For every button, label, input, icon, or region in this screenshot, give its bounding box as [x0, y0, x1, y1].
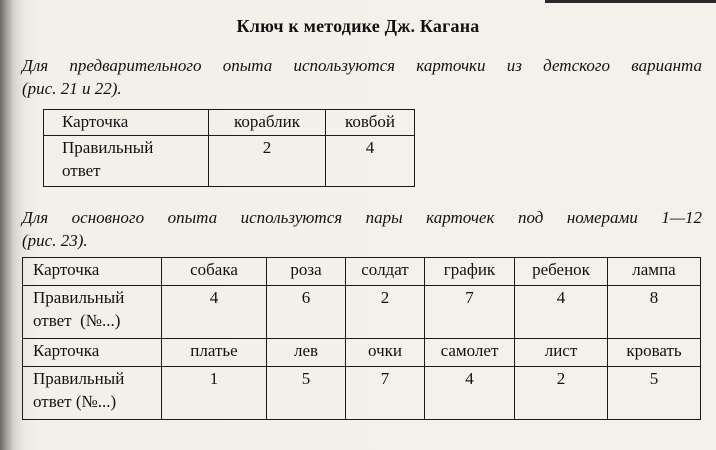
- main-line-2: (рис. 23).: [22, 231, 88, 250]
- table2-answer: 8: [608, 286, 701, 339]
- intro-paragraph: [22, 54, 702, 100]
- table2-answer-label-2: [23, 367, 162, 420]
- table2-answer: 1: [162, 367, 267, 420]
- table2-answer-label: [23, 286, 162, 339]
- table2-card: самолет: [425, 339, 515, 367]
- table2-answer-label-2-line-2: ответ (№...): [33, 392, 117, 411]
- page-title: Ключ к методике Дж. Кагана: [236, 16, 480, 36]
- table-row: [23, 258, 701, 286]
- table2-card: кровать: [608, 339, 701, 367]
- running-header-rule: [545, 0, 716, 3]
- table2-answer: 4: [162, 286, 267, 339]
- table2-answer: 7: [425, 286, 515, 339]
- table1-card-1: кораблик: [209, 110, 326, 136]
- table2-answer: 5: [608, 367, 701, 420]
- table1-answer-label: [44, 136, 209, 187]
- table1-answer-2: 4: [326, 136, 415, 187]
- table2-answer: 4: [515, 286, 608, 339]
- intro-line-2: (рис. 21 и 22).: [22, 79, 122, 98]
- table1-answer-label-line-1: Правильный: [62, 138, 154, 157]
- table2-card: собака: [162, 258, 267, 286]
- main-key-table: [22, 257, 701, 420]
- table2-card: лампа: [608, 258, 701, 286]
- table2-card: ребенок: [515, 258, 608, 286]
- table1-card-2: ковбой: [326, 110, 415, 136]
- table-row: [23, 367, 701, 420]
- table2-answer: 4: [425, 367, 515, 420]
- table2-answer-label-line-2: ответ (№...): [33, 311, 121, 330]
- table2-answer-label-2-line-1: Правильный: [33, 369, 125, 388]
- table2-card: очки: [346, 339, 425, 367]
- table2-answer: 2: [346, 286, 425, 339]
- table2-answer: 7: [346, 367, 425, 420]
- table-row: [44, 110, 415, 136]
- main-line-1: Для основного опыта используются пары карточек под номерами 1—12: [22, 208, 702, 227]
- table2-answer: 6: [267, 286, 346, 339]
- main-paragraph: [22, 206, 702, 252]
- table1-header-label: Карточка: [44, 110, 209, 136]
- table2-card: солдат: [346, 258, 425, 286]
- table2-answer: 5: [267, 367, 346, 420]
- preliminary-key-table: [43, 109, 415, 187]
- table2-answer-label-line-1: Правильный: [33, 288, 125, 307]
- table-row: [44, 136, 415, 187]
- table2-card: график: [425, 258, 515, 286]
- table2-card: лист: [515, 339, 608, 367]
- table-row: [23, 339, 701, 367]
- intro-line-1: Для предварительного опыта используются карточки из детского варианта: [22, 56, 702, 75]
- table2-answer: 2: [515, 367, 608, 420]
- table1-answer-label-line-2: ответ: [62, 161, 101, 180]
- table2-header-label-2: Карточка: [23, 339, 162, 367]
- table2-card: лев: [267, 339, 346, 367]
- table1-answer-1: 2: [209, 136, 326, 187]
- table2-card: платье: [162, 339, 267, 367]
- table-row: [23, 286, 701, 339]
- table2-header-label: Карточка: [23, 258, 162, 286]
- table2-card: роза: [267, 258, 346, 286]
